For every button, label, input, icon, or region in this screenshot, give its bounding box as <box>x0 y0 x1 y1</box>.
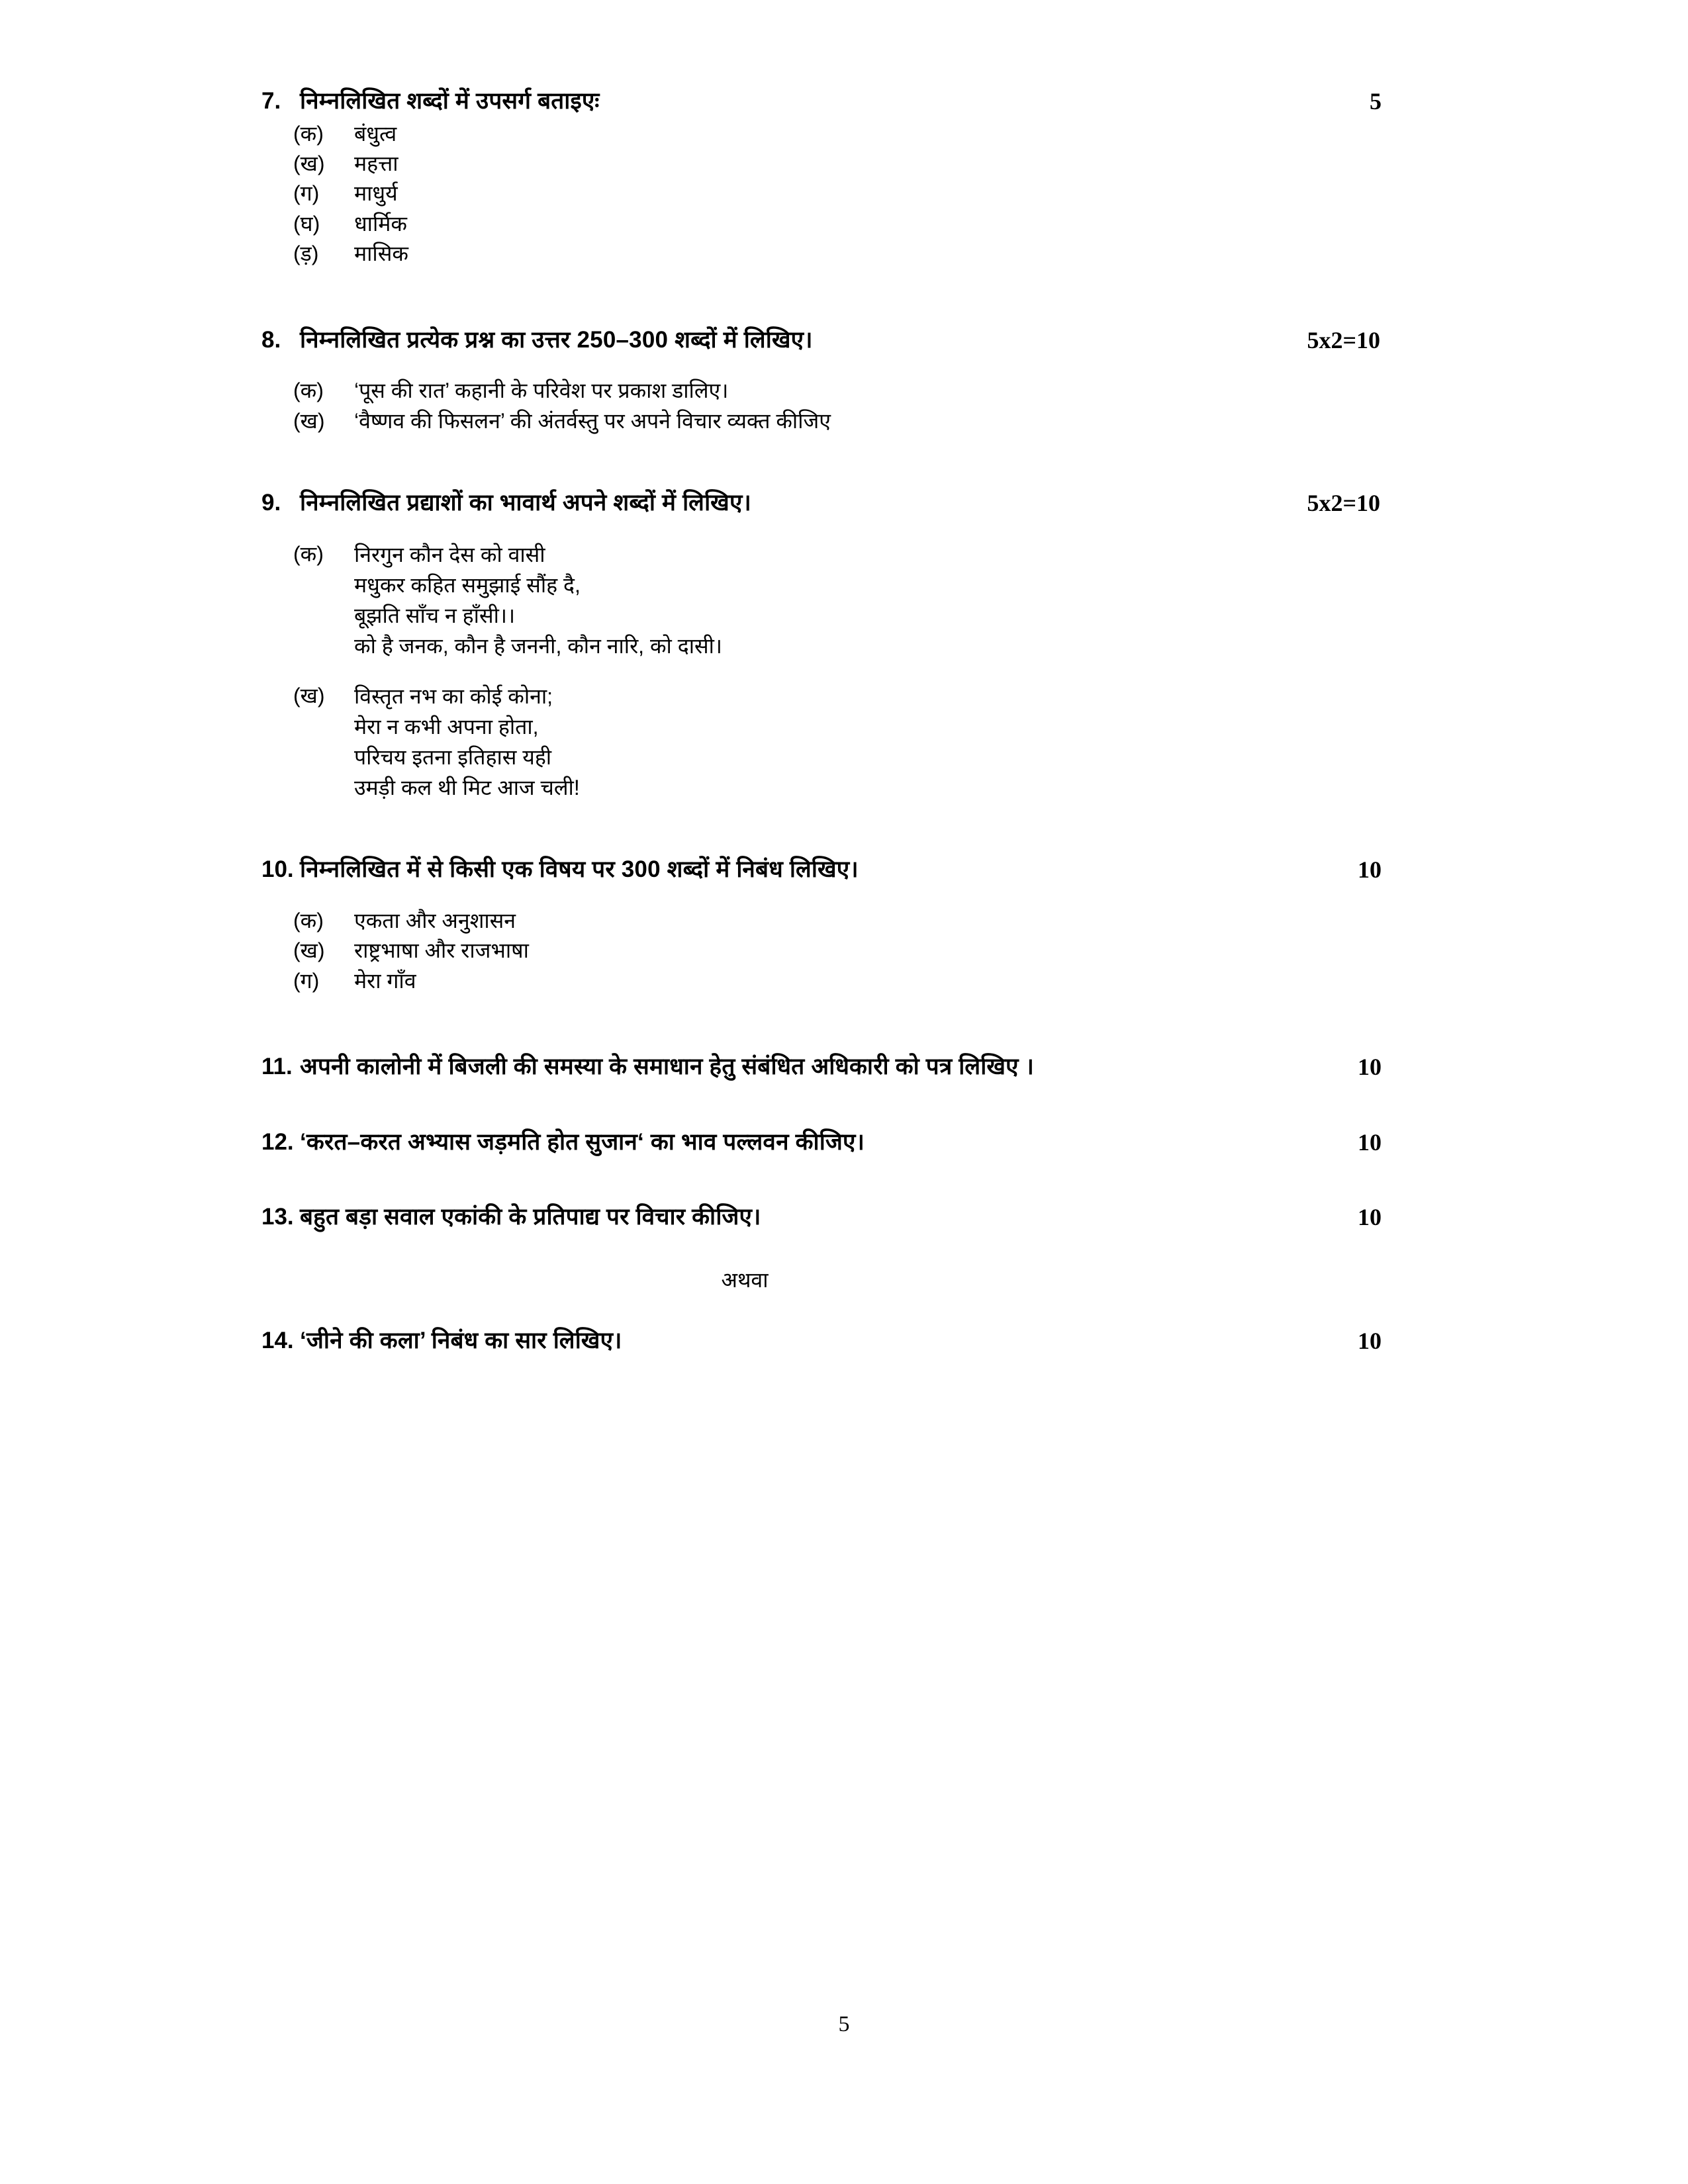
spacer <box>261 803 1400 854</box>
item-label: (ख) <box>293 408 325 433</box>
question-14-marks: 10 <box>1358 1327 1382 1354</box>
item-text: धार्मिक <box>354 211 407 236</box>
spacer <box>261 1083 1400 1127</box>
item-label: (ख) <box>293 151 325 175</box>
question-13-number: 13. <box>261 1204 294 1230</box>
spacer <box>261 996 1400 1052</box>
list-item <box>293 179 1400 208</box>
verse-line: मेरा न कभी अपना होता, <box>354 715 539 739</box>
item-label: (ख) <box>293 938 325 963</box>
verse-line: विस्तृत नभ का कोई कोना; <box>354 684 553 708</box>
verse-block <box>354 539 1400 661</box>
item-label: (ख) <box>293 683 325 707</box>
verse-line: उमड़ी कल थी मिट आज चली! <box>354 776 580 800</box>
question-7-items <box>261 119 1400 269</box>
question-10 <box>261 854 1400 996</box>
list-item <box>293 239 1400 269</box>
item-label: (क) <box>293 379 324 403</box>
question-11-number: 11. <box>261 1054 293 1080</box>
verse-line: मधुकर कहित समुझाई सौंह दै, <box>354 572 581 597</box>
item-text: राष्ट्रभाषा और राजभाषा <box>354 938 529 963</box>
question-14-number: 14. <box>261 1327 294 1353</box>
alternative-separator: अथवा <box>721 1267 769 1292</box>
item-text: ‘वैष्णव की फिसलन’ की अंतर्वस्तु पर अपने विचार व्यक्त कीजिए <box>354 408 831 433</box>
question-13-heading-row <box>261 1202 1400 1234</box>
question-9-text: निम्नलिखित प्रद्याशों का भावार्थ अपने शब्दों में लिखिए। <box>300 490 752 516</box>
question-11-marks: 10 <box>1358 1054 1382 1081</box>
question-10-number: 10. <box>261 856 294 883</box>
list-item <box>293 376 1400 406</box>
list-item <box>293 539 1400 661</box>
list-item <box>293 119 1400 149</box>
list-item <box>293 966 1400 996</box>
question-12-marks: 10 <box>1358 1128 1382 1156</box>
question-9-heading-row <box>261 488 1400 520</box>
question-11-heading-row <box>261 1052 1400 1083</box>
question-12-number: 12. <box>261 1128 294 1155</box>
question-8-number: 8. <box>261 326 281 353</box>
spacer <box>261 1158 1400 1202</box>
item-label: (क) <box>293 121 324 146</box>
question-7-text: निम्नलिखित शब्दों में उपसर्ग बताइएः <box>300 88 600 114</box>
spacer <box>261 436 1400 488</box>
question-11 <box>261 1052 1400 1083</box>
question-9-marks: 5x2=10 <box>1307 490 1380 517</box>
question-13-text: बहुत बड़ा सवाल एकांकी के प्रतिपाद्य पर विचार कीजिए। <box>300 1204 761 1230</box>
verse-block <box>354 681 1400 803</box>
question-14-heading-row <box>261 1326 1400 1357</box>
list-item <box>293 936 1400 966</box>
item-label: (ग) <box>293 181 320 206</box>
question-13-marks: 10 <box>1358 1204 1382 1231</box>
item-text: माधुर्य <box>354 181 398 206</box>
question-10-heading-row <box>261 854 1400 886</box>
verse-line: बूझति साँच न हाँसी।। <box>354 603 516 627</box>
item-label: (क) <box>293 908 324 933</box>
question-14-text: ‘जीने की कला’ निबंध का सार लिखिए। <box>300 1327 622 1353</box>
spacer <box>261 1294 1400 1326</box>
question-13 <box>261 1202 1400 1234</box>
question-7-marks: 5 <box>1370 88 1382 114</box>
list-item <box>293 681 1400 803</box>
item-text: ‘पूस की रात’ कहानी के परिवेश पर प्रकाश डालिए। <box>354 379 729 403</box>
question-list <box>261 86 1400 1357</box>
spacer <box>261 1234 1400 1265</box>
verse-line: परिचय इतना इतिहास यही <box>354 745 552 770</box>
item-label: (घ) <box>293 211 320 236</box>
question-8-text: निम्नलिखित प्रत्येक प्रश्न का उत्तर 250–300 शब्दों में लिखिए। <box>300 326 813 353</box>
item-label: (ड़) <box>293 242 319 266</box>
question-9-verses <box>261 539 1400 803</box>
item-text: मासिक <box>354 242 408 266</box>
question-8 <box>261 325 1400 436</box>
question-10-items <box>261 906 1400 996</box>
item-label: (क) <box>293 541 324 566</box>
item-label: (ग) <box>293 968 320 993</box>
question-9-number: 9. <box>261 490 281 516</box>
verse-line: निरगुन कौन देस को वासी <box>354 542 545 567</box>
question-7-number: 7. <box>261 88 281 114</box>
question-14 <box>261 1326 1400 1357</box>
verse-line: को है जनक, कौन है जननी, कौन नारि, को दासी। <box>354 633 723 658</box>
question-7-heading-row <box>261 86 1400 118</box>
question-8-heading-row <box>261 325 1400 357</box>
page-number: 5 <box>838 2012 850 2036</box>
question-12 <box>261 1127 1400 1159</box>
spacer <box>261 269 1400 325</box>
question-9 <box>261 488 1400 803</box>
list-item <box>293 149 1400 179</box>
list-item <box>293 406 1400 436</box>
item-text: मेरा गाँव <box>354 968 416 993</box>
item-text: महत्ता <box>354 151 399 175</box>
list-item <box>293 906 1400 936</box>
question-10-text: निम्नलिखित में से किसी एक विषय पर 300 शब्दों में निबंध लिखिए। <box>300 856 859 883</box>
question-7 <box>261 86 1400 269</box>
item-text: एकता और अनुशासन <box>354 908 516 933</box>
question-10-marks: 10 <box>1358 856 1382 884</box>
question-12-heading-row <box>261 1127 1400 1159</box>
question-11-text: अपनी कालोनी में बिजली की समस्या के समाधान हेतु संबंधित अधिकारी को पत्र लिखिए । <box>300 1054 1035 1080</box>
list-item <box>293 209 1400 239</box>
question-12-text: ‘करत–करत अभ्यास जड़मति होत सुजान‘ का भाव पल्लवन कीजिए। <box>300 1128 865 1155</box>
item-text: बंधुत्व <box>354 121 397 146</box>
question-8-marks: 5x2=10 <box>1307 326 1380 353</box>
question-8-items <box>261 376 1400 436</box>
